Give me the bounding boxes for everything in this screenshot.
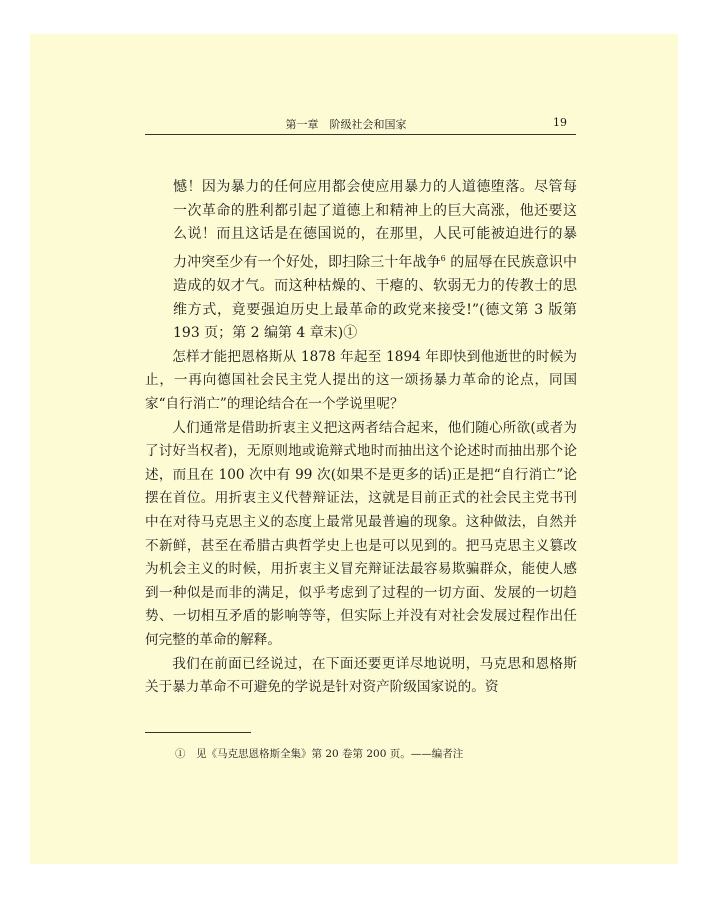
paragraph-text-tail: 的屈辱在民族意识中造成的奴才气。而这种枯燥的、干瘪的、软弱无力的传教士的思维方式，竟要强迫历史上最革命的政党来接受!”(德文第 3 版第 193 页；第 2 编第 4 章末)① [173,254,578,342]
page-number: 19 [553,116,567,129]
body-text [145,176,577,700]
header-rule [145,134,576,135]
footnote-rule [145,732,251,733]
running-header [115,116,577,134]
paragraph-text: 憾！因为暴力的任何应用都会使应用暴力的人道德堕落。尽管每一次革命的胜利都引起了道德上和精神上的巨大高涨，他还要这么说！而且这话是在德国说的，在那里，人民可能被迫进行的暴力冲突至少有一个好处，即扫除三十年战争 [173,179,577,271]
paragraph: 怎样才能把恩格斯从 1878 年起至 1894 年即快到他逝世的时候为止，一再向德国社会民主党人提出的这一颂扬暴力革命的论点，同国家“自行消亡”的理论结合在一个学说里呢？ [145,348,577,412]
footnote: ① 见《马克思恩格斯全集》第 20 卷第 200 页。——编者注 [175,748,464,760]
paragraph: 人们通常是借助折衷主义把这两者结合起来，他们随心所欲(或者为了讨好当权者)，无原则地或诡辩式地时而抽出这个论述时而抽出那个论述，而且在 100 次中有 99 次(如果不是更多的话)正是把“自行消亡”论摆在首位。用折衷主义代替辩证法，这就是目前正式的社会民主党书刊中在对待马克思主义的态度上最常见最普遍的现象。这种做法，自然并不新鲜，甚至在希腊古典哲学史上也是可以见到的。把马克思主义篡改为机会主义的时候，用折衷主义冒充辩证法最容易欺骗群众，能使人感到一种似是而非的满足，似乎考虑到了过程的一切方面、发展的一切趋势、一切相互矛盾的影响等等，但实际上并没有对社会发展过程作出任何完整的革命的解释。 [145,419,577,648]
chapter-title: 第一章 阶级社会和国家 [285,118,407,131]
quote-paragraph [145,176,577,346]
paragraph: 我们在前面已经说过，在下面还要更详尽地说明，马克思和恩格斯关于暴力革命不可避免的学说是针对资产阶级国家说的。资 [145,655,577,696]
note-superscript: 6 [440,253,446,263]
